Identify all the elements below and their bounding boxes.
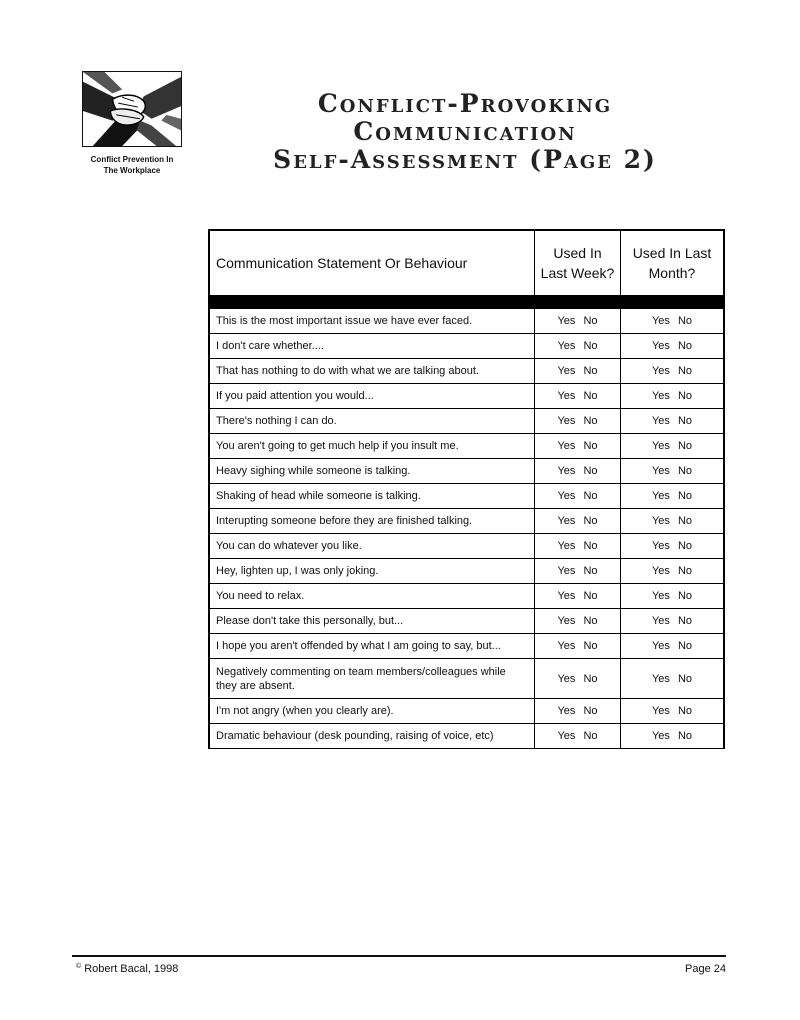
month-answer-cell (620, 724, 723, 748)
month-yes-option[interactable]: Yes (651, 640, 670, 652)
month-no-option[interactable]: No (677, 490, 692, 502)
month-answer-cell (620, 584, 723, 608)
self-assessment-table (208, 229, 725, 749)
week-answer-cell (534, 534, 620, 558)
week-yes-option[interactable]: Yes (557, 440, 576, 452)
table-row (210, 724, 723, 749)
table-row (210, 459, 723, 484)
week-answer-cell (534, 609, 620, 633)
week-no-option[interactable]: No (583, 565, 598, 577)
month-yes-option[interactable]: Yes (651, 615, 670, 627)
week-no-option[interactable]: No (583, 640, 598, 652)
month-yes-option[interactable]: Yes (651, 440, 670, 452)
month-answer-cell (620, 334, 723, 358)
week-no-option[interactable]: No (583, 515, 598, 527)
week-no-option[interactable]: No (583, 705, 598, 717)
month-answer-cell (620, 359, 723, 383)
month-yes-option[interactable]: Yes (651, 515, 670, 527)
week-answer-cell (534, 559, 620, 583)
table-row (210, 659, 723, 699)
month-yes-option[interactable]: Yes (651, 590, 670, 602)
table-row (210, 559, 723, 584)
month-answer-cell (620, 309, 723, 333)
week-no-option[interactable]: No (583, 315, 598, 327)
table-row (210, 434, 723, 459)
week-no-option[interactable]: No (583, 590, 598, 602)
week-yes-option[interactable]: Yes (557, 640, 576, 652)
month-yes-option[interactable]: Yes (651, 730, 670, 742)
week-no-option[interactable]: No (583, 540, 598, 552)
footer-copyright (76, 963, 178, 975)
week-answer-cell (534, 459, 620, 483)
statement-cell: You can do whatever you like. (216, 540, 362, 552)
header-month: Used In Last Month? (620, 231, 723, 295)
week-yes-option[interactable]: Yes (557, 365, 576, 377)
month-no-option[interactable]: No (677, 705, 692, 717)
month-no-option[interactable]: No (677, 540, 692, 552)
statement-cell: Shaking of head while someone is talking. (216, 490, 421, 502)
week-no-option[interactable]: No (583, 490, 598, 502)
statement-cell: Negatively commenting on team members/colleagues while they are absent. (216, 665, 506, 692)
month-yes-option[interactable]: Yes (651, 365, 670, 377)
week-answer-cell (534, 484, 620, 508)
table-row (210, 309, 723, 334)
week-no-option[interactable]: No (583, 390, 598, 402)
week-answer-cell (534, 699, 620, 723)
month-answer-cell (620, 534, 723, 558)
footer-rule (72, 955, 726, 957)
week-answer-cell (534, 724, 620, 748)
table-row (210, 634, 723, 659)
week-no-option[interactable]: No (583, 465, 598, 477)
month-no-option[interactable]: No (677, 340, 692, 352)
statement-cell: Heavy sighing while someone is talking. (216, 465, 411, 477)
month-no-option[interactable]: No (677, 590, 692, 602)
statement-cell: I'm not angry (when you clearly are). (216, 705, 394, 717)
month-no-option[interactable]: No (677, 415, 692, 427)
month-no-option[interactable]: No (677, 730, 692, 742)
month-answer-cell (620, 634, 723, 658)
week-yes-option[interactable]: Yes (557, 515, 576, 527)
week-answer-cell (534, 584, 620, 608)
month-no-option[interactable]: No (677, 640, 692, 652)
statement-cell: Interupting someone before they are finished talking. (216, 515, 473, 527)
page-number: Page 24 (685, 963, 726, 975)
table-row (210, 384, 723, 409)
month-answer-cell (620, 699, 723, 723)
week-yes-option[interactable]: Yes (557, 490, 576, 502)
week-yes-option[interactable]: Yes (557, 705, 576, 717)
month-answer-cell (620, 559, 723, 583)
week-yes-option[interactable]: Yes (557, 465, 576, 477)
stacked-hands-icon (83, 72, 181, 146)
table-row (210, 609, 723, 634)
month-yes-option[interactable]: Yes (651, 340, 670, 352)
title-line-3: Self-Assessment (Page 2) (273, 145, 657, 174)
month-no-option[interactable]: No (677, 672, 692, 685)
month-no-option[interactable]: No (677, 615, 692, 627)
statement-cell: That has nothing to do with what we are talking about. (216, 365, 479, 377)
header-week: Used In Last Week? (534, 231, 620, 295)
week-answer-cell (534, 334, 620, 358)
title-line-1: Conflict-Provoking (317, 89, 613, 118)
table-row (210, 334, 723, 359)
page-title (240, 90, 690, 174)
week-answer-cell (534, 409, 620, 433)
table-row (210, 699, 723, 724)
month-yes-option[interactable]: Yes (651, 705, 670, 717)
week-no-option[interactable]: No (583, 440, 598, 452)
logo-caption (72, 154, 192, 176)
week-yes-option[interactable]: Yes (557, 590, 576, 602)
month-no-option[interactable]: No (677, 565, 692, 577)
month-no-option[interactable]: No (677, 315, 692, 327)
month-answer-cell (620, 384, 723, 408)
week-yes-option[interactable]: Yes (557, 540, 576, 552)
logo-caption-line2: The Workplace (103, 166, 161, 175)
table-row (210, 584, 723, 609)
week-answer-cell (534, 434, 620, 458)
statement-cell: You need to relax. (216, 590, 305, 602)
table-body (210, 309, 723, 749)
month-yes-option[interactable]: Yes (651, 315, 670, 327)
copyright-symbol: © (76, 963, 82, 970)
week-yes-option[interactable]: Yes (557, 672, 576, 685)
statement-cell: Dramatic behaviour (desk pounding, raising of voice, etc) (216, 730, 494, 742)
table-header-row (210, 231, 723, 296)
week-yes-option[interactable]: Yes (557, 730, 576, 742)
week-no-option[interactable]: No (583, 730, 598, 742)
month-yes-option[interactable]: Yes (651, 490, 670, 502)
week-answer-cell (534, 309, 620, 333)
month-answer-cell (620, 434, 723, 458)
statement-cell: You aren't going to get much help if you insult me. (216, 440, 459, 452)
header-divider-bar (210, 296, 723, 309)
week-yes-option[interactable]: Yes (557, 340, 576, 352)
week-no-option[interactable]: No (583, 340, 598, 352)
table-row (210, 359, 723, 384)
month-yes-option[interactable]: Yes (651, 565, 670, 577)
week-yes-option[interactable]: Yes (557, 565, 576, 577)
week-answer-cell (534, 384, 620, 408)
logo-caption-line1: Conflict Prevention In (90, 155, 174, 164)
header-statement: Communication Statement Or Behaviour (216, 255, 468, 271)
week-answer-cell (534, 509, 620, 533)
table-row (210, 509, 723, 534)
week-yes-option[interactable]: Yes (557, 390, 576, 402)
logo-image (82, 71, 182, 147)
month-answer-cell (620, 484, 723, 508)
month-no-option[interactable]: No (677, 465, 692, 477)
month-yes-option[interactable]: Yes (651, 672, 670, 685)
week-yes-option[interactable]: Yes (557, 615, 576, 627)
month-yes-option[interactable]: Yes (651, 390, 670, 402)
month-answer-cell (620, 509, 723, 533)
month-no-option[interactable]: No (677, 365, 692, 377)
table-row (210, 534, 723, 559)
month-answer-cell (620, 609, 723, 633)
month-no-option[interactable]: No (677, 515, 692, 527)
statement-cell: Hey, lighten up, I was only joking. (216, 565, 379, 577)
month-no-option[interactable]: No (677, 390, 692, 402)
week-yes-option[interactable]: Yes (557, 315, 576, 327)
title-line-2: Communication (353, 117, 577, 146)
statement-cell: I don't care whether.... (216, 340, 324, 352)
month-yes-option[interactable]: Yes (651, 415, 670, 427)
month-yes-option[interactable]: Yes (651, 540, 670, 552)
month-answer-cell (620, 659, 723, 698)
table-row (210, 484, 723, 509)
statement-cell: This is the most important issue we have ever faced. (216, 315, 473, 327)
footer-author: Robert Bacal, 1998 (84, 963, 179, 975)
statement-cell: I hope you aren't offended by what I am going to say, but... (216, 640, 501, 652)
month-yes-option[interactable]: Yes (651, 465, 670, 477)
month-answer-cell (620, 459, 723, 483)
week-no-option[interactable]: No (583, 615, 598, 627)
week-no-option[interactable]: No (583, 365, 598, 377)
week-no-option[interactable]: No (583, 415, 598, 427)
statement-cell: If you paid attention you would... (216, 390, 374, 402)
statement-cell: There's nothing I can do. (216, 415, 337, 427)
month-answer-cell (620, 409, 723, 433)
week-no-option[interactable]: No (583, 672, 598, 685)
week-answer-cell (534, 359, 620, 383)
week-yes-option[interactable]: Yes (557, 415, 576, 427)
statement-cell: Please don't take this personally, but... (216, 615, 404, 627)
week-answer-cell (534, 634, 620, 658)
month-no-option[interactable]: No (677, 440, 692, 452)
week-answer-cell (534, 659, 620, 698)
table-row (210, 409, 723, 434)
